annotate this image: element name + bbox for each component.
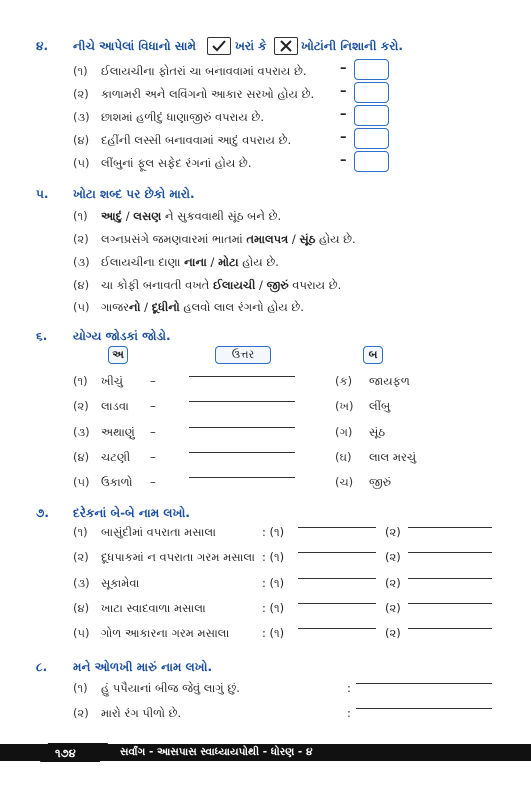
q8-item-text: મારો રંગ પીળો છે.: [101, 706, 182, 720]
answer-line[interactable]: [356, 683, 492, 684]
q5-item-sentence: લગ્નપ્રસંગે જમણવારમાં ભાતમાં તમાલપત્ર / સૂંઠ હોય છે.: [101, 232, 356, 246]
q8-item-number: (૧): [73, 681, 88, 695]
q5-item-number: (૫): [73, 300, 90, 314]
match-left-text: લાડવા: [101, 399, 129, 413]
match-left-dash: –: [150, 399, 156, 413]
q7-answer-label-1: : (૧): [262, 601, 285, 615]
answer-line[interactable]: [298, 527, 376, 528]
match-left-dash: –: [150, 475, 156, 489]
q7-item-text: બાસુંદીમાં વપરાતા મસાલા: [101, 525, 216, 539]
q4-title-part1: નીચે આપેલાં વિધાનો સામે: [73, 39, 196, 53]
q7-number: ૭.: [36, 506, 49, 520]
checkmark-icon: [207, 37, 231, 55]
match-left-text: ચટણી: [101, 450, 131, 464]
option-word[interactable]: દૂધીનો: [151, 300, 180, 314]
q5-item-number: (૩): [73, 255, 90, 269]
q5-item-sentence: આદું / લસણ ને સુકવવાથી સૂંઠ બને છે.: [101, 209, 282, 223]
answer-box[interactable]: [354, 105, 389, 126]
q5-number: ૫.: [36, 187, 49, 201]
match-left-text: ઉકાળો: [101, 475, 133, 489]
q7-item-number: (૩): [73, 576, 90, 590]
option-word[interactable]: જીરું: [266, 278, 289, 292]
answer-column-label: ઉત્તર: [215, 346, 271, 364]
answer-line[interactable]: [356, 708, 492, 709]
q4-item-number: (૩): [73, 110, 90, 124]
q7-item-text: ખાટા સ્વાદવાળા મસાલા: [101, 601, 206, 615]
q4-number: ૪.: [36, 39, 48, 53]
q8-title: મને ઓળખી મારું નામ લખો.: [73, 660, 213, 674]
answer-line[interactable]: [408, 628, 492, 629]
answer-box[interactable]: [354, 151, 389, 172]
q5-item-sentence: ઈલાયચીના દાણા નાના / મોટા હોય છે.: [101, 255, 279, 269]
q7-answer-label-2: (૨): [385, 601, 401, 615]
match-right-number: (ઘ): [335, 450, 352, 464]
q4-item-dash: –: [340, 61, 347, 76]
q4-item-number: (૧): [73, 64, 88, 78]
q7-answer-label-1: : (૧): [262, 576, 285, 590]
q7-item-text: સૂકામેવા: [101, 576, 140, 590]
match-left-text: અથાણું: [101, 425, 135, 439]
column-b-label: બ: [363, 346, 383, 364]
answer-line[interactable]: [298, 552, 376, 553]
q4-item-dash: –: [340, 107, 347, 122]
q4-item-text: લીંબુનાં ફૂલ સફેદ રંગનાં હોય છે.: [101, 156, 252, 170]
q7-item-number: (૨): [73, 550, 89, 564]
answer-line[interactable]: [408, 603, 492, 604]
q8-colon: :: [347, 681, 351, 695]
q5-item-number: (૧): [73, 209, 88, 223]
answer-line[interactable]: [189, 452, 295, 453]
q7-answer-label-2: (૨): [385, 550, 401, 564]
option-word[interactable]: સૂંઠ: [299, 232, 316, 246]
column-a-label: અ: [108, 346, 128, 364]
option-word[interactable]: લસણ: [133, 209, 162, 223]
match-left-number: (૧): [73, 374, 88, 388]
match-right-text: જીરું: [369, 475, 392, 489]
q7-item-number: (૧): [73, 525, 88, 539]
answer-line[interactable]: [189, 477, 295, 478]
answer-line[interactable]: [298, 628, 376, 629]
option-word[interactable]: નો: [129, 300, 141, 314]
answer-line[interactable]: [408, 578, 492, 579]
q4-title-part2: ખરાં કે: [235, 39, 267, 53]
match-right-text: જાયફળ: [369, 374, 410, 388]
q7-answer-label-1: : (૧): [262, 525, 285, 539]
answer-line[interactable]: [189, 376, 295, 377]
q7-answer-label-1: : (૧): [262, 550, 285, 564]
q4-item-dash: –: [340, 153, 347, 168]
match-left-number: (૫): [73, 475, 90, 489]
q7-item-number: (૪): [73, 601, 90, 615]
match-left-text: ખીચું: [101, 374, 123, 388]
answer-box[interactable]: [354, 128, 389, 149]
q4-item-text: ઈલાયચીના ફોતરાં ચા બનાવવામાં વપરાય છે.: [101, 64, 307, 78]
answer-line[interactable]: [408, 552, 492, 553]
answer-box[interactable]: [354, 82, 389, 103]
answer-line[interactable]: [189, 427, 295, 428]
option-word[interactable]: ઈલાયચી: [213, 278, 256, 292]
footer-book-title: સર્વાંગ - આસપાસ સ્વાધ્યાયપોથી - ધોરણ - ૪: [120, 746, 313, 758]
q7-item-number: (૫): [73, 626, 90, 640]
option-word[interactable]: મોટા: [218, 255, 239, 269]
answer-line[interactable]: [189, 401, 295, 402]
page-number: ૧૭૪: [55, 746, 76, 760]
q7-title: દરેકનાં બે-બે નામ લખો.: [73, 506, 190, 520]
q5-item-number: (૨): [73, 232, 89, 246]
q4-item-text: કાળામરી અને લવિંગનો આકાર સરખો હોય છે.: [101, 87, 315, 101]
q5-item-sentence: ગાજરનો / દૂધીનો હલવો લાલ રંગનો હોય છે.: [101, 300, 304, 314]
q4-item-dash: –: [340, 84, 347, 99]
match-right-text: લાલ મરચું: [369, 450, 417, 464]
q7-answer-label-2: (૨): [385, 525, 401, 539]
q8-colon: :: [347, 706, 351, 720]
match-right-number: (ક): [335, 374, 353, 388]
match-right-number: (ચ): [335, 475, 354, 489]
match-left-number: (૩): [73, 425, 90, 439]
match-left-dash: –: [150, 450, 156, 464]
q4-item-number: (૫): [73, 156, 90, 170]
q4-item-text: છાશમાં હળીદું ધાણાજીરું વપરાય છે.: [101, 110, 264, 124]
answer-line[interactable]: [298, 578, 376, 579]
option-word[interactable]: નાના: [184, 255, 207, 269]
match-left-dash: –: [150, 374, 156, 388]
q5-item-sentence: ચા કોફી બનાવતી વખતે ઈલાયચી / જીરું વપરાય છે.: [101, 278, 342, 292]
q4-item-number: (૪): [73, 133, 90, 147]
q7-answer-label-2: (૨): [385, 576, 401, 590]
q4-item-number: (૨): [73, 87, 89, 101]
cross-icon: [274, 37, 298, 55]
answer-box[interactable]: [354, 59, 389, 80]
match-left-dash: –: [150, 425, 156, 439]
q4-item-text: દહીંની લસ્સી બનાવવામાં આદું વપરાય છે.: [101, 133, 292, 147]
q7-answer-label-1: : (૧): [262, 626, 285, 640]
answer-line[interactable]: [298, 603, 376, 604]
q4-item-dash: –: [340, 130, 347, 145]
q8-item-number: (૨): [73, 706, 89, 720]
q6-title: યોગ્ય જોડકાં જોડો.: [73, 329, 171, 343]
q7-answer-label-2: (૨): [385, 626, 401, 640]
q7-item-text: ગોળ આકારના ગરમ મસાલા: [101, 626, 230, 640]
q5-item-number: (૪): [73, 278, 90, 292]
q4-title-part3: ખોટાંની નિશાની કરો.: [301, 39, 403, 53]
match-right-text: સૂંઠ: [369, 425, 386, 439]
q7-item-text: દૂધપાકમાં ન વપરાતા ગરમ મસાલા: [101, 550, 255, 564]
answer-line[interactable]: [408, 527, 492, 528]
option-word[interactable]: આદું: [101, 209, 123, 223]
match-right-text: લીંબુ: [369, 399, 391, 413]
q8-number: ૮.: [36, 660, 48, 674]
q8-item-text: હું પપૈયાનાં બીજ જેવું લાગું છું.: [101, 681, 240, 695]
q5-title: ખોટા શબ્દ પર છેકો મારો.: [73, 187, 195, 201]
match-right-number: (ગ): [335, 425, 353, 439]
q6-number: ૬.: [36, 329, 48, 343]
option-word[interactable]: તમાલપત્ર: [246, 232, 289, 246]
match-right-number: (ખ): [335, 399, 354, 413]
match-left-number: (૪): [73, 450, 90, 464]
match-left-number: (૨): [73, 399, 89, 413]
